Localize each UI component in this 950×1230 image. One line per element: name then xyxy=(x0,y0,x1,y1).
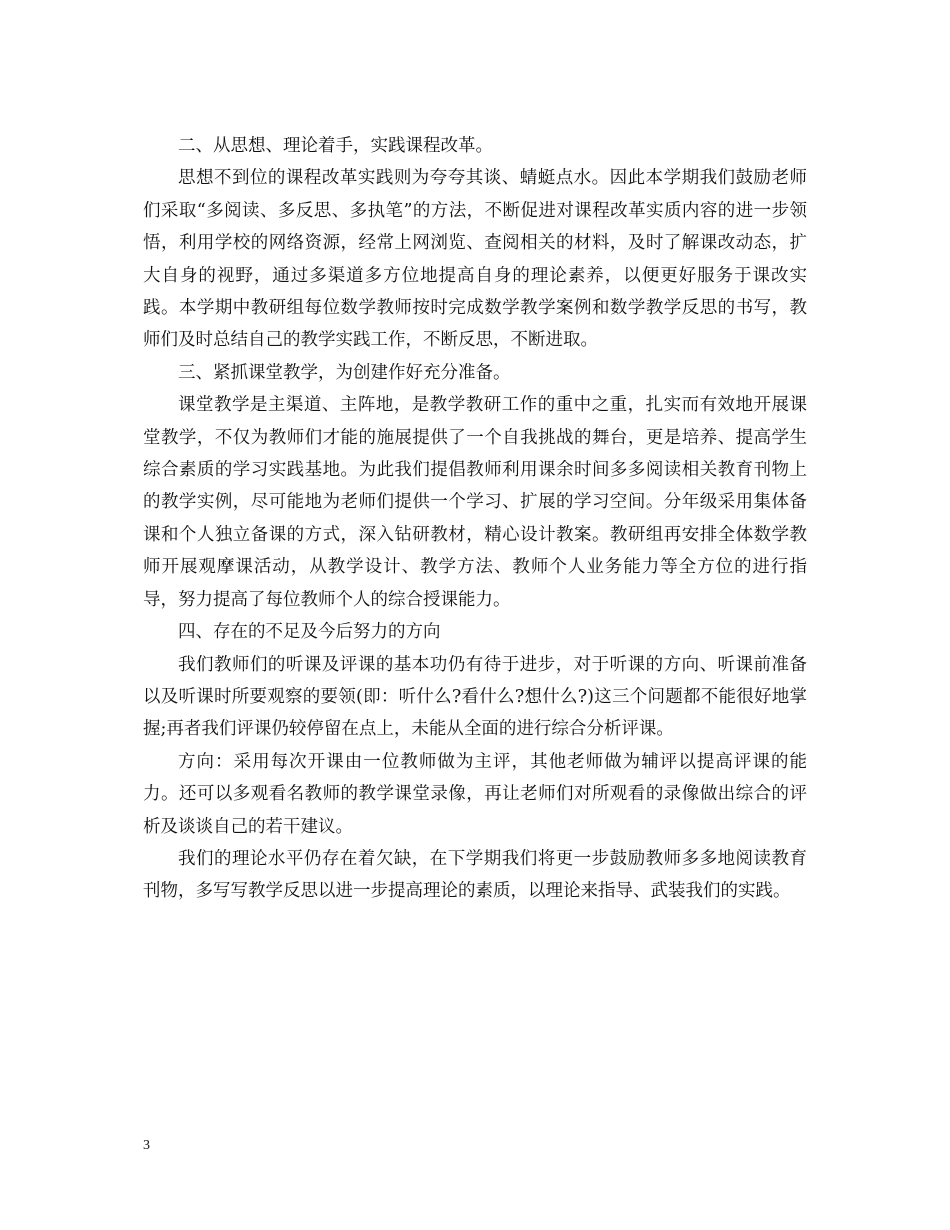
document-body xyxy=(143,130,807,908)
section-heading-3: 三、紧抓课堂教学，为创建作好充分准备。 xyxy=(178,362,511,383)
paragraph: 思想不到位的课程改革实践则为夸夸其谈、蜻蜓点水。因此本学期我们鼓励老师们采取“多阅读、多反思、多执笔”的方法，不断促进对课程改革实质内容的进一步领悟，利用学校的网络资源，经常上网浏览、查阅相关的材料，及时了解课改动态，扩大自身的视野，通过多渠道多方位地提高自身的理论素养，以便更好服务于课改实践。本学期中教研组每位数学教师按时完成数学教学案例和数学教学反思的书写，教师们及时总结自己的教学实践工作，不断反思，不断进取。 xyxy=(143,168,807,351)
page-number: 3 xyxy=(143,1138,150,1153)
section-heading-2: 二、从思想、理论着手，实践课程改革。 xyxy=(178,136,493,156)
paragraph: 我们的理论水平仍存在着欠缺，在下学期我们将更一步鼓励教师多多地阅读教育刊物，多写写教学反思以进一步提高理论的素质，以理论来指导、武装我们的实践。 xyxy=(143,848,807,902)
paragraph: 方向：采用每次开课由一位教师做为主评，其他老师做为辅评以提高评课的能力。还可以多观看名教师的教学课堂录像，再让老师们对所观看的录像做出综合的评析及谈谈自己的若干建议。 xyxy=(143,751,807,837)
paragraph: 我们教师们的听课及评课的基本功仍有待于进步，对于听课的方向、听课前准备以及听课时所要观察的要领(即：听什么?看什么?想什么?)这三个问题都不能很好地掌握;再者我们评课仍较停留在点上，未能从全面的进行综合分析评课。 xyxy=(143,654,807,740)
paragraph: 课堂教学是主渠道、主阵地，是教学教研工作的重中之重，扎实而有效地开展课堂教学，不仅为教师们才能的施展提供了一个自我挑战的舞台，更是培养、提高学生综合素质的学习实践基地。为此我们提倡教师利用课余时间多多阅读相关教育刊物上的教学实例，尽可能地为老师们提供一个学习、扩展的学习空间。分年级采用集体备课和个人独立备课的方式，深入钻研教材，精心设计教案。教研组再安排全体数学教师开展观摩课活动，从教学设计、教学方法、教师个人业务能力等全方位的进行指导，努力提高了每位教师个人的综合授课能力。 xyxy=(143,395,807,610)
section-heading-4: 四、存在的不足及今后努力的方向 xyxy=(178,622,441,643)
